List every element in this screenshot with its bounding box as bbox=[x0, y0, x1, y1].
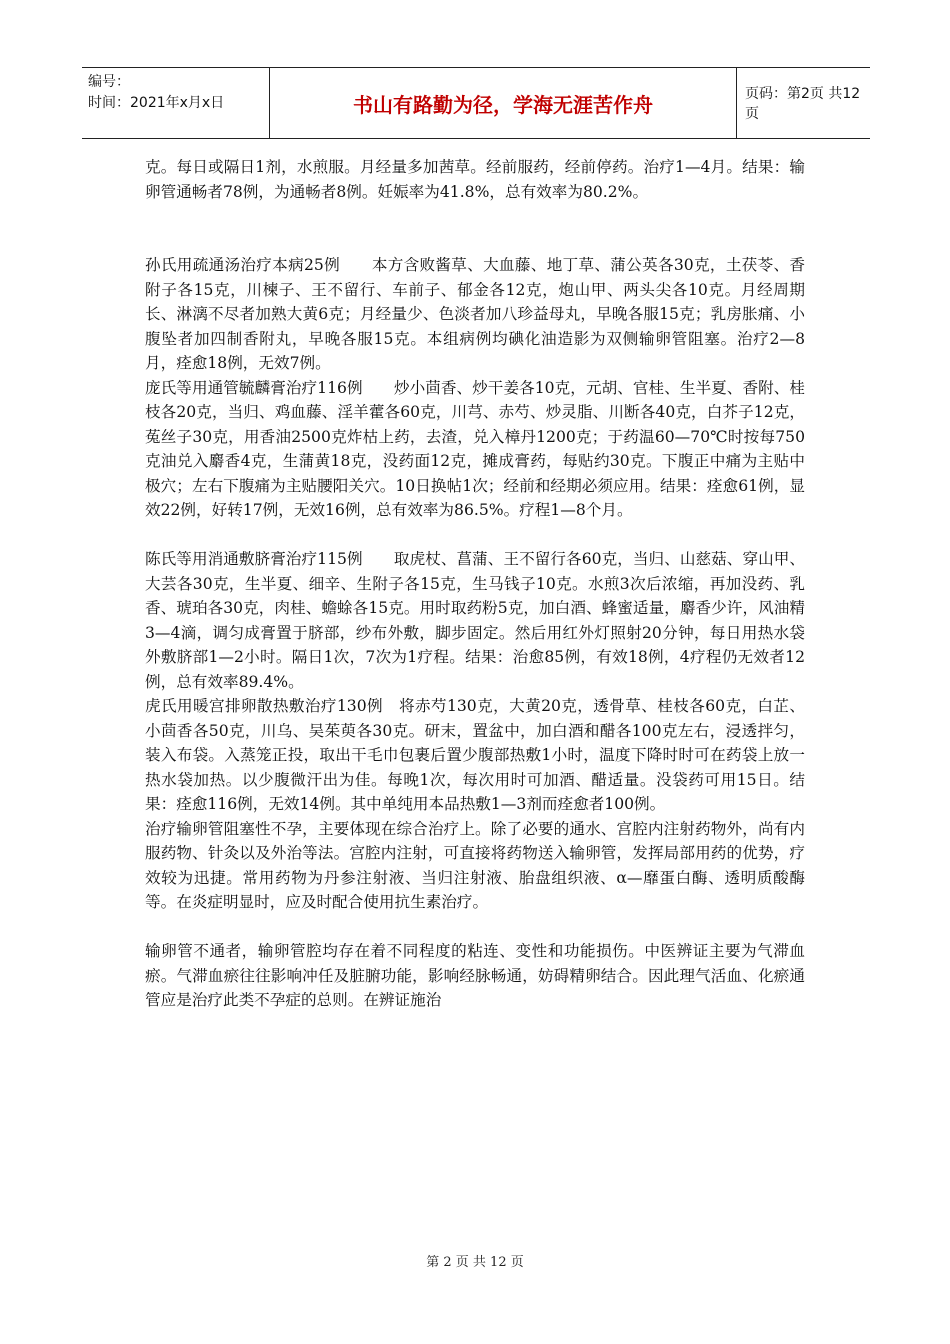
header-motto: 书山有路勤为径，学海无涯苦作舟 bbox=[270, 68, 737, 138]
paragraph-intro-continued: 克。每日或隔日1剂，水煎服。月经量多加茜草。经前服药，经前停药。治疗1—4月。结果：输卵管通畅者78例，为通畅者8例。妊娠率为41.8%，总有效率为80.2%。 bbox=[145, 158, 805, 201]
paragraph-pang-method: 庞氏等用通管毓麟膏治疗116例 炒小茴香、炒干姜各10克，元胡、官桂、生半夏、香附、桂枝各20克，当归、鸡血藤、淫羊藿各60克，川芎、赤芍、炒灵脂、川断各40克，白芥子12克，菟丝子30克，用香油2500克炸枯上药，去渣，兑入樟丹1200克；于药温60—70℃时按每750克油兑入麝香4克，生蒲黄18克，没药面12克，摊成膏药，每贴约30克。下腹正中痛为主贴中极穴；左右下腹痛为主贴腰阳关穴。10日换帖1次；经前和经期必须应用。结果：痊愈61例，显效22例，好转17例，无效16例，总有效率为86.5%。疗程1—8个月。 bbox=[145, 378, 805, 519]
paragraph-treatment-summary: 治疗输卵管阻塞性不孕，主要体现在综合治疗上。除了必要的通水、宫腔内注射药物外，尚有内服药物、针灸以及外治等法。宫腔内注射，可直接将药物送入输卵管，发挥局部用药的优势，疗效较为迅捷。常用药物为丹参注射液、当归注射液、胎盘组织液、α—靡蛋白酶、透明质酸酶等。在炎症明显时，应及时配合使用抗生素治疗。 bbox=[145, 819, 805, 911]
header-meta bbox=[82, 68, 270, 138]
paragraph-pathology: 输卵管不通者，输卵管腔均存在着不同程度的粘连、变性和功能损伤。中医辨证主要为气滞血瘀。气滞血瘀往往影响冲任及脏腑功能，影响经脉畅通，妨碍精卵结合。因此理气活血、化瘀通管应是治疗此类不孕症的总则。在辨证施治 bbox=[145, 942, 805, 1009]
paragraph-sun-method: 孙氏用疏通汤治疗本病25例 本方含败酱草、大血藤、地丁草、蒲公英各30克，土茯苓、香附子各15克，川楝子、王不留行、车前子、郁金各12克，炮山甲、两头尖各10克。月经周期长、淋漓不尽者加熟大黄6克；月经量少、色淡者加八珍益母丸，早晚各服15克；乳房胀痛、小腹坠者加四制香附丸，早晚各服15克。本组病例均碘化油造影为双侧输卵管阻塞。治疗2—8月，痊愈18例，无效7例。 bbox=[145, 256, 805, 372]
document-date: 时间：2021年x月x日 bbox=[88, 95, 225, 111]
page-header bbox=[82, 67, 870, 139]
page-footer: 第 2 页 共 12 页 bbox=[426, 1255, 524, 1270]
header-page-info: 页码：第2页 共12页 bbox=[745, 86, 861, 122]
document-body bbox=[145, 155, 805, 1013]
paragraph-hu-method: 虎氏用暖宫排卵散热敷治疗130例 将赤芍130克，大黄20克，透骨草、桂枝各60克，白芷、小茴香各50克，川乌、吴茱萸各30克。研末，置盆中，加白酒和醋各100克左右，浸透拌匀，装入布袋。入蒸笼正投，取出干毛巾包裹后置少腹部热敷1小时，温度下降时时可在药袋上放一热水袋加热。以少腹微汗出为佳。每晚1次，每次用时可加酒、醋适量。没袋药可用15日。结果：痊愈116例，无效14例。其中单纯用本品热敷1—3剂而痊愈者100例。 bbox=[145, 697, 805, 813]
document-number-label: 编号： bbox=[88, 74, 130, 90]
paragraph-chen-method: 陈氏等用消通敷脐膏治疗115例 取虎杖、菖蒲、王不留行各60克，当归、山慈菇、穿山甲、大芸各30克，生半夏、细辛、生附子各15克，生马钱子10克。水煎3次后浓缩，再加没药、乳香、琥珀各30克，肉桂、蟾蜍各15克。用时取药粉5克，加白酒、蜂蜜适量，麝香少许，风油精3—4滴，调匀成膏置于脐部，纱布外敷，脚步固定。然后用红外灯照射20分钟，每日用热水袋外敷脐部1—2小时。隔日1次，7次为1疗程。结果：治愈85例，有效18例，4疗程仍无效者12例，总有效率89.4%。 bbox=[145, 550, 805, 691]
